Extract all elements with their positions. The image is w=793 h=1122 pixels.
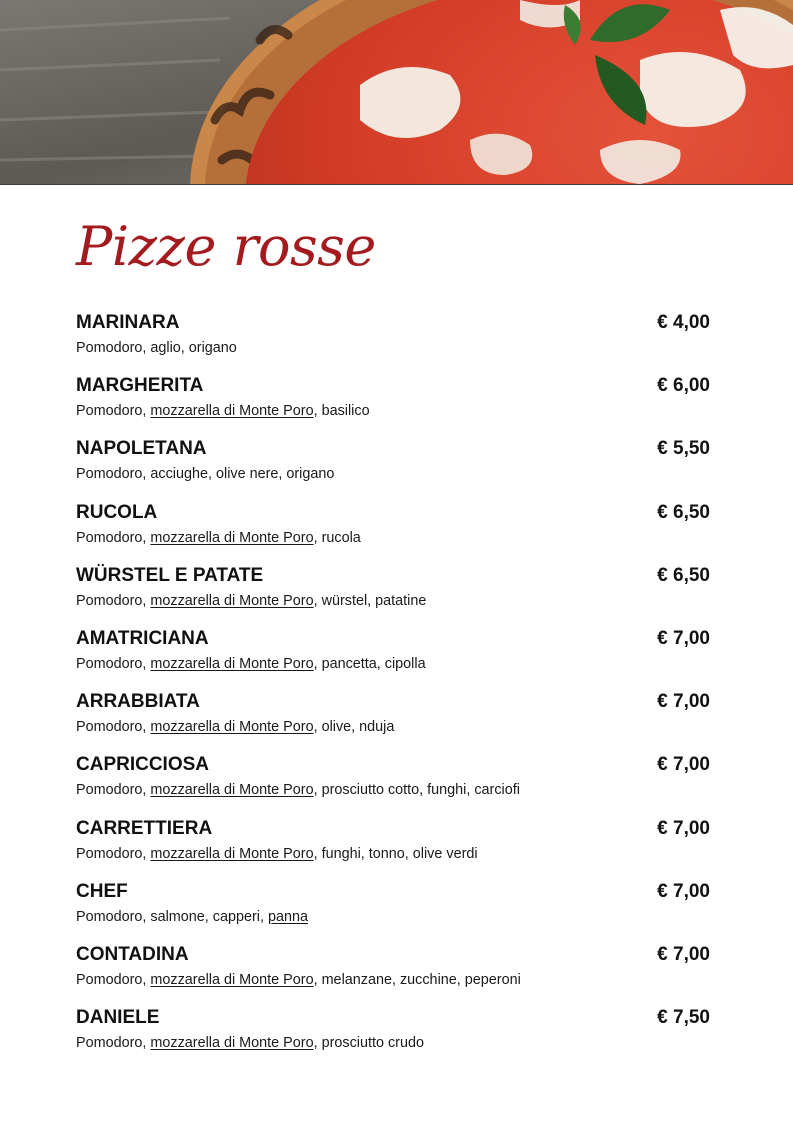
menu-item-price: € 6,50 [657, 564, 710, 586]
ingredient-highlight: mozzarella di Monte Poro [150, 655, 314, 672]
hero-pizza-image [0, 0, 793, 185]
menu-item-price: € 7,00 [657, 627, 710, 649]
menu-item-description [76, 402, 370, 420]
description-text: Pomodoro, salmone, capperi, [76, 908, 268, 925]
ingredient-highlight: mozzarella di Monte Poro [150, 845, 314, 862]
menu-item [76, 437, 710, 500]
menu-item [76, 817, 710, 880]
description-text: Pomodoro, [76, 719, 151, 736]
menu-item-price: € 7,00 [657, 754, 710, 776]
menu-item-description [76, 781, 520, 799]
menu-item-price: € 7,00 [657, 817, 710, 839]
ingredient-highlight: panna [267, 908, 309, 925]
menu-item-description [76, 339, 237, 357]
menu-item-name: DANIELE [76, 1007, 160, 1029]
menu-item-description [76, 908, 308, 926]
menu-item-price: € 6,50 [657, 501, 710, 523]
menu-item-name: NAPOLETANA [76, 438, 207, 460]
menu-item-name: AMATRICIANA [76, 627, 209, 649]
description-text: , rucola [313, 529, 361, 546]
menu-item-description [76, 718, 394, 736]
ingredient-highlight: mozzarella di Monte Poro [150, 529, 314, 546]
menu-item-description [76, 465, 334, 483]
page-title: Pizze rosse [76, 215, 376, 278]
menu-item-name: RUCOLA [76, 501, 158, 523]
menu-item [76, 1006, 710, 1069]
menu-item [76, 374, 710, 437]
menu-item-name: CONTADINA [76, 943, 189, 965]
menu-item-price: € 7,00 [657, 691, 710, 713]
menu-item-description [76, 529, 361, 547]
menu-item-name: WÜRSTEL E PATATE [76, 564, 264, 586]
menu-item-description [76, 655, 426, 673]
menu-item-name: ARRABBIATA [76, 691, 200, 713]
menu-item-name: CARRETTIERA [76, 817, 213, 839]
menu-item [76, 753, 710, 816]
description-text: Pomodoro, [76, 1035, 151, 1052]
menu-item [76, 690, 710, 753]
menu-item-name: MARGHERITA [76, 375, 204, 397]
menu-item-price: € 7,00 [657, 880, 710, 902]
description-text: , prosciutto cotto, funghi, carciofi [313, 782, 520, 799]
ingredient-highlight: mozzarella di Monte Poro [150, 592, 314, 609]
menu-item-description [76, 845, 478, 863]
description-text: , olive, nduja [313, 719, 395, 736]
description-text: , funghi, tonno, olive verdi [313, 845, 478, 862]
menu-item [76, 627, 710, 690]
ingredient-highlight: mozzarella di Monte Poro [150, 1035, 314, 1052]
ingredient-highlight: mozzarella di Monte Poro [150, 719, 314, 736]
description-text: , melanzane, zucchine, peperoni [313, 971, 521, 988]
description-text: , basilico [313, 403, 370, 420]
menu-item [76, 880, 710, 943]
description-text: Pomodoro, [76, 845, 151, 862]
menu-item-description [76, 592, 426, 610]
description-text: Pomodoro, [76, 655, 151, 672]
menu-item-price: € 7,00 [657, 943, 710, 965]
menu-item-price: € 6,00 [657, 375, 710, 397]
description-text: Pomodoro, aglio, origano [76, 340, 237, 356]
menu-item-description [76, 971, 521, 989]
menu-list [76, 311, 710, 1069]
menu-item-price: € 4,00 [657, 312, 710, 333]
pizza-illustration [0, 0, 793, 184]
description-text: , würstel, patatine [313, 592, 427, 609]
description-text: , prosciutto crudo [313, 1035, 424, 1052]
description-text: Pomodoro, acciughe, olive nere, origano [76, 466, 335, 483]
menu-item [76, 501, 710, 564]
description-text: Pomodoro, [76, 403, 151, 420]
menu-item [76, 311, 710, 374]
description-text: , pancetta, cipolla [313, 655, 426, 672]
description-text: Pomodoro, [76, 971, 151, 988]
description-text: Pomodoro, [76, 592, 151, 609]
menu-item-name: MARINARA [76, 312, 180, 333]
ingredient-highlight: mozzarella di Monte Poro [150, 971, 314, 988]
description-text: Pomodoro, [76, 782, 151, 799]
ingredient-highlight: mozzarella di Monte Poro [150, 782, 314, 799]
menu-item [76, 943, 710, 1006]
menu-item-price: € 5,50 [657, 438, 710, 460]
menu-item [76, 564, 710, 627]
menu-item-price: € 7,50 [657, 1007, 710, 1029]
menu-item-name: CAPRICCIOSA [76, 754, 210, 776]
ingredient-highlight: mozzarella di Monte Poro [150, 403, 314, 420]
menu-item-name: CHEF [76, 880, 128, 902]
description-text: Pomodoro, [76, 529, 151, 546]
menu-item-description [76, 1034, 424, 1052]
